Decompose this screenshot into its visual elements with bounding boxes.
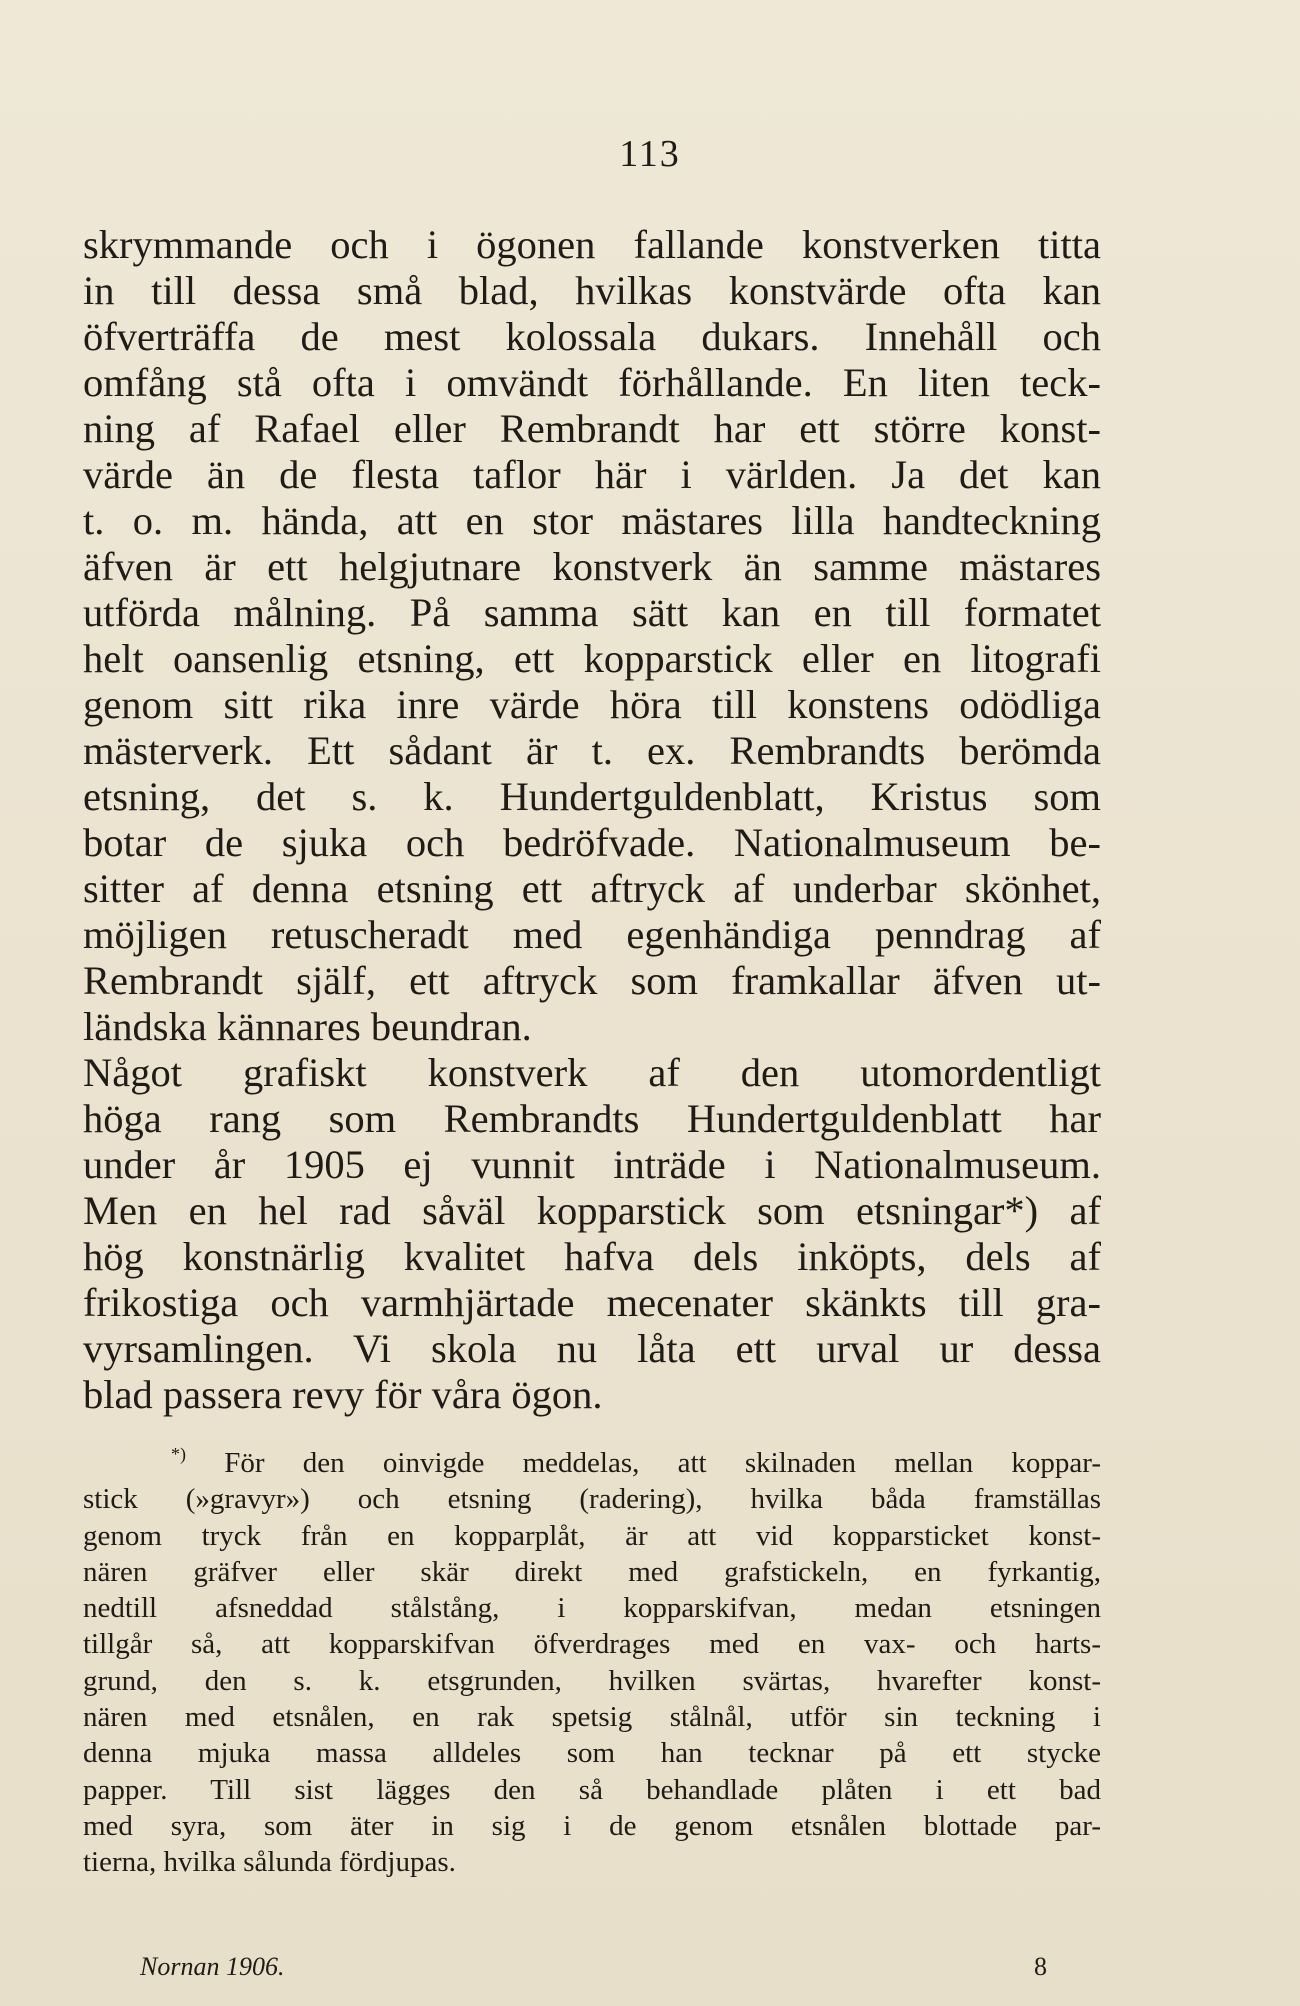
text-line: öfverträffa de mest kolossala dukars. Innehåll och <box>83 314 1101 359</box>
text-line: Rembrandt själf, ett aftryck som framkallar äfven ut- <box>83 958 1101 1003</box>
text-line: skrymmande och i ögonen fallande konstverken titta <box>83 222 1101 267</box>
text-line: under år 1905 ej vunnit inträde i Nationalmuseum. <box>83 1142 1101 1187</box>
footer-sheet-number: 8 <box>1034 1952 1047 1981</box>
paragraph-2 <box>83 1050 1101 1418</box>
text-line: Men en hel rad såväl kopparstick som etsningar*) af <box>83 1188 1101 1233</box>
text-line: vyrsamlingen. Vi skola nu låta ett urval ur dessa <box>83 1326 1101 1371</box>
footnote-line: med syra, som äter in sig i de genom etsnålen blottade par- <box>83 1809 1101 1842</box>
text-line: mästerverk. Ett sådant är t. ex. Rembrandts berömda <box>83 728 1101 773</box>
footnote <box>83 1436 1101 1881</box>
footnote-line: tillgår så, att kopparskifvan öfverdrages med en vax- och harts- <box>83 1628 1101 1661</box>
footnote-line: denna mjuka massa alldeles som han tecknar på ett stycke <box>83 1737 1101 1770</box>
text-line: höga rang som Rembrandts Hundertguldenblatt har <box>83 1096 1101 1141</box>
text-line: t. o. m. hända, att en stor mästares lilla handteckning <box>83 498 1101 543</box>
text-line: etsning, det s. k. Hundertguldenblatt, Kristus som <box>83 774 1101 819</box>
body-text <box>83 222 1101 1418</box>
text-line: blad passera revy för våra ögon. <box>83 1372 603 1417</box>
text-line: genom sitt rika inre värde höra till konstens odödliga <box>83 682 1101 727</box>
text-line: omfång stå ofta i omvändt förhållande. En liten teck- <box>83 360 1101 405</box>
text-line: sitter af denna etsning ett aftryck af underbar skönhet, <box>83 866 1101 911</box>
footnote-line: nären gräfver eller skär direkt med grafstickeln, en fyrkantig, <box>83 1555 1101 1588</box>
text-line: ning af Rafael eller Rembrandt har ett större konst- <box>83 406 1101 451</box>
footnote-line: nären med etsnålen, en rak spetsig stålnål, utför sin teckning i <box>83 1701 1101 1734</box>
text-line: hög konstnärlig kvalitet hafva dels inköpts, dels af <box>83 1234 1101 1279</box>
footnote-text: För den oinvigde meddelas, att skilnaden mellan koppar- <box>224 1447 1102 1479</box>
footnote-line <box>83 1436 1101 1481</box>
paragraph-1 <box>83 222 1101 1050</box>
footnote-line: grund, den s. k. etsgrunden, hvilken svärtas, hvarefter konst- <box>83 1664 1101 1697</box>
footnote-marker: *) <box>171 1444 186 1464</box>
text-line: helt oansenlig etsning, ett kopparstick eller en litografi <box>83 636 1101 681</box>
text-line: in till dessa små blad, hvilkas konstvärde ofta kan <box>83 268 1101 313</box>
text-line: möjligen retuscheradt med egenhändiga penndrag af <box>83 912 1101 957</box>
footnote-line: nedtill afsneddad stålstång, i kopparskifvan, medan etsningen <box>83 1592 1101 1625</box>
footnote-line: tierna, hvilka sålunda fördjupas. <box>83 1846 456 1879</box>
footnote-line: genom tryck från en kopparplåt, är att vid kopparsticket konst- <box>83 1519 1101 1552</box>
footnote-line: papper. Till sist lägges den så behandlade plåten i ett bad <box>83 1773 1101 1806</box>
text-line: utförda målning. På samma sätt kan en till formatet <box>83 590 1101 635</box>
footnote-line: stick (»gravyr») och etsning (radering), hvilka båda framställas <box>83 1483 1101 1516</box>
text-line: äfven är ett helgjutnare konstverk än samme mästares <box>83 544 1101 589</box>
text-line: ländska kännares beundran. <box>83 1004 532 1049</box>
footer-signature: Nornan 1906. <box>140 1952 285 1981</box>
text-line: botar de sjuka och bedröfvade. Nationalmuseum be- <box>83 820 1101 865</box>
text-line: frikostiga och varmhjärtade mecenater skänkts till gra- <box>83 1280 1101 1325</box>
text-line: Något grafiskt konstverk af den utomordentligt <box>83 1050 1101 1095</box>
page-number: 113 <box>619 133 681 175</box>
text-line: värde än de flesta taflor här i världen. Ja det kan <box>83 452 1101 497</box>
